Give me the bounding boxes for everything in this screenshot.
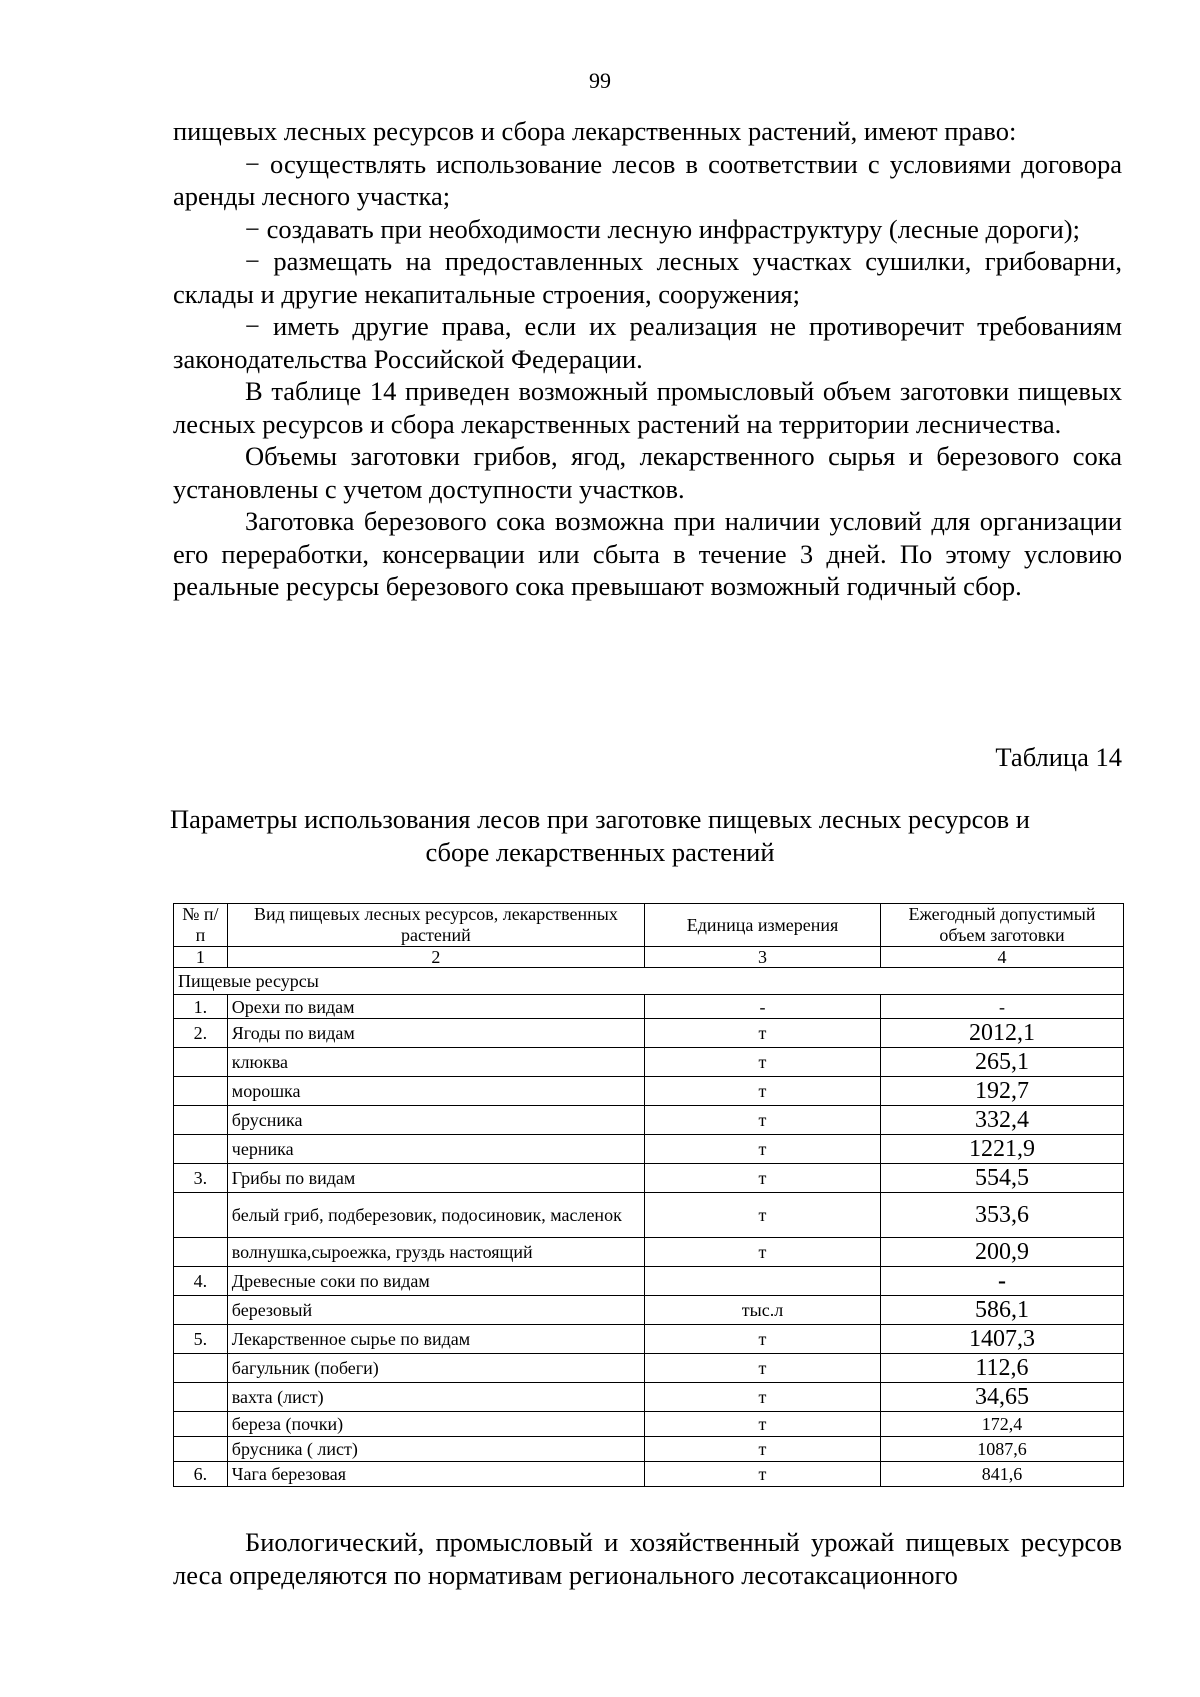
resource-name: багульник (побеги) [227, 1354, 644, 1383]
section-label: Пищевые ресурсы [174, 968, 1124, 995]
paragraph: В таблице 14 приведен возможный промысловый объем заготовки пищевых лесных ресурсов и сбора лекарственных растений на территории лесничества. [173, 376, 1122, 439]
row-number [174, 1193, 228, 1238]
volume-cell: - [880, 995, 1123, 1019]
paragraph: Биологический, промысловый и хозяйственный урожай пищевых ресурсов леса определяются по нормативам регионального лесотаксационного [173, 1527, 1122, 1590]
volume-cell: 34,65 [880, 1383, 1123, 1412]
volume-cell: 200,9 [880, 1238, 1123, 1267]
paragraph: пищевых лесных ресурсов и сбора лекарственных растений, имеют право: [173, 116, 1017, 146]
unit-cell: т [645, 1462, 881, 1487]
table-row [174, 1135, 1124, 1164]
row-number [174, 1135, 228, 1164]
table-row [174, 1354, 1124, 1383]
row-number [174, 1106, 228, 1135]
resource-name: Лекарственное сырье по видам [227, 1325, 644, 1354]
row-number [174, 1383, 228, 1412]
volume-cell: 2012,1 [880, 1019, 1123, 1048]
table-row [174, 1019, 1124, 1048]
volume-cell: 112,6 [880, 1354, 1123, 1383]
table-row [174, 1296, 1124, 1325]
list-item: − иметь другие права, если их реализация не противоречит требованиям законодательства Российской Федерации. [173, 311, 1122, 374]
volume-cell: 353,6 [880, 1193, 1123, 1238]
unit-cell: т [645, 1164, 881, 1193]
row-number [174, 1412, 228, 1437]
unit-cell: т [645, 1135, 881, 1164]
resource-name: березовый [227, 1296, 644, 1325]
table-row [174, 1077, 1124, 1106]
row-number: 6. [174, 1462, 228, 1487]
volume-cell: 192,7 [880, 1077, 1123, 1106]
column-number-row [174, 947, 1124, 968]
list-item: − создавать при необходимости лесную инфраструктуру (лесные дороги); [245, 213, 1080, 244]
row-number [174, 1048, 228, 1077]
resource-name: брусника ( лист) [227, 1437, 644, 1462]
table-row [174, 1437, 1124, 1462]
unit-cell: т [645, 1325, 881, 1354]
column-number: 1 [174, 947, 228, 968]
table-title: Параметры использования лесов при заготовке пищевых лесных ресурсов и сборе лекарственных растений [170, 804, 1030, 867]
paragraph: Заготовка березового сока возможна при наличии условий для организации его переработки, консервации или сбыта в течение 3 дней. По этому условию реальные ресурсы березового сока превышают возможный годичный сбор. [173, 506, 1122, 601]
row-number [174, 1296, 228, 1325]
header-cell: № п/п [174, 904, 228, 947]
unit-cell: т [645, 1437, 881, 1462]
volume-cell: 1407,3 [880, 1325, 1123, 1354]
volume-cell: 172,4 [880, 1412, 1123, 1437]
column-number: 4 [880, 947, 1123, 968]
unit-cell: - [645, 995, 881, 1019]
row-number [174, 1238, 228, 1267]
unit-cell [645, 1267, 881, 1296]
page-number: 99 [589, 68, 611, 93]
row-number: 4. [174, 1267, 228, 1296]
paragraph: Объемы заготовки грибов, ягод, лекарственного сырья и березового сока установлены с учетом доступности участков. [173, 441, 1122, 504]
table-row [174, 1106, 1124, 1135]
row-number: 1. [174, 995, 228, 1019]
volume-cell: - [880, 1267, 1123, 1296]
data-table [173, 903, 1124, 1487]
header-cell: Единица измерения [645, 904, 881, 947]
unit-cell: т [645, 1412, 881, 1437]
row-number [174, 1354, 228, 1383]
table-label: Таблица 14 [995, 742, 1122, 772]
unit-cell: т [645, 1048, 881, 1077]
unit-cell: т [645, 1383, 881, 1412]
resource-name: белый гриб, подберезовик, подосиновик, масленок [227, 1193, 644, 1238]
table-row [174, 1412, 1124, 1437]
row-number: 3. [174, 1164, 228, 1193]
volume-cell: 1087,6 [880, 1437, 1123, 1462]
unit-cell: т [645, 1077, 881, 1106]
resource-name: береза (почки) [227, 1412, 644, 1437]
table-row [174, 995, 1124, 1019]
volume-cell: 586,1 [880, 1296, 1123, 1325]
section-row [174, 968, 1124, 995]
resource-name: Грибы по видам [227, 1164, 644, 1193]
bottom-text [173, 1526, 1122, 1592]
table-header-row [174, 904, 1124, 947]
resource-name: вахта (лист) [227, 1383, 644, 1412]
list-item: − осуществлять использование лесов в соответствии с условиями договора аренды лесного участка; [173, 148, 1122, 211]
row-number: 5. [174, 1325, 228, 1354]
header-cell: Вид пищевых лесных ресурсов, лекарственных растений [227, 904, 644, 947]
resource-name: Чага березовая [227, 1462, 644, 1487]
volume-cell: 332,4 [880, 1106, 1123, 1135]
volume-cell: 1221,9 [880, 1135, 1123, 1164]
unit-cell: т [645, 1193, 881, 1238]
body-text [173, 115, 1122, 603]
resource-name: волнушка,сыроежка, груздь настоящий [227, 1238, 644, 1267]
resource-name: Древесные соки по видам [227, 1267, 644, 1296]
table-row [174, 1267, 1124, 1296]
unit-cell: т [645, 1019, 881, 1048]
resource-name: брусника [227, 1106, 644, 1135]
resource-name: Ягоды по видам [227, 1019, 644, 1048]
table-row [174, 1238, 1124, 1267]
volume-cell: 554,5 [880, 1164, 1123, 1193]
list-item: − размещать на предоставленных лесных участках сушилки, грибоварни, склады и другие некапитальные строения, сооружения; [173, 246, 1122, 309]
unit-cell: т [645, 1354, 881, 1383]
unit-cell: т [645, 1238, 881, 1267]
unit-cell: тыс.л [645, 1296, 881, 1325]
table-row [174, 1325, 1124, 1354]
resource-name: клюква [227, 1048, 644, 1077]
volume-cell: 265,1 [880, 1048, 1123, 1077]
table-row [174, 1164, 1124, 1193]
table-row [174, 1048, 1124, 1077]
resource-name: Орехи по видам [227, 995, 644, 1019]
table-row [174, 1383, 1124, 1412]
table-row [174, 1193, 1124, 1238]
row-number [174, 1077, 228, 1106]
resource-name: морошка [227, 1077, 644, 1106]
row-number [174, 1437, 228, 1462]
header-cell: Ежегодный допустимый объем заготовки [880, 904, 1123, 947]
column-number: 3 [645, 947, 881, 968]
resource-name: черника [227, 1135, 644, 1164]
table-row [174, 1462, 1124, 1487]
volume-cell: 841,6 [880, 1462, 1123, 1487]
unit-cell: т [645, 1106, 881, 1135]
column-number: 2 [227, 947, 644, 968]
row-number: 2. [174, 1019, 228, 1048]
